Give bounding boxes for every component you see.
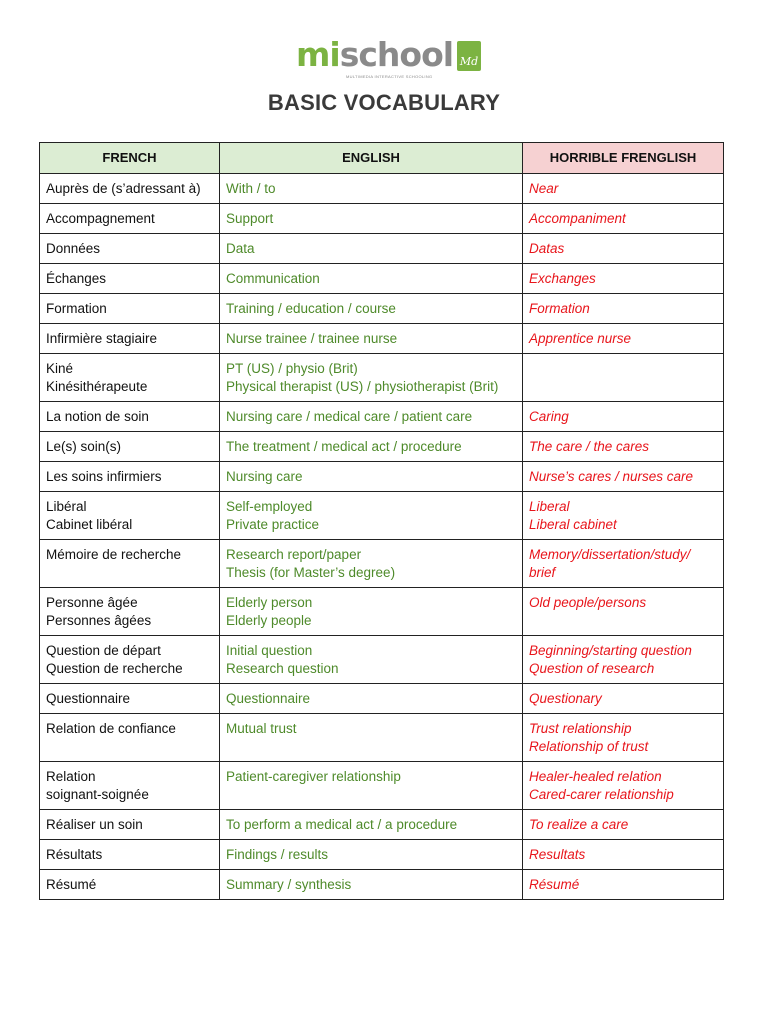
brand-logo bbox=[296, 36, 481, 76]
cell-line: La notion de soin bbox=[46, 409, 149, 424]
cell-line: With / to bbox=[226, 181, 276, 196]
cell-line: Elderly people bbox=[226, 613, 312, 628]
table-row bbox=[40, 462, 724, 492]
frenglish-cell bbox=[523, 714, 724, 762]
cell-line: Personne âgée bbox=[46, 595, 138, 610]
english-cell bbox=[220, 870, 523, 900]
table-row bbox=[40, 636, 724, 684]
table-row bbox=[40, 294, 724, 324]
cell-line: The care / the cares bbox=[529, 439, 650, 454]
frenglish-cell bbox=[523, 810, 724, 840]
table-row bbox=[40, 174, 724, 204]
cell-line: To realize a care bbox=[529, 817, 629, 832]
cell-line: Liberal cabinet bbox=[529, 517, 617, 532]
page-title: BASIC VOCABULARY bbox=[267, 90, 501, 115]
french-cell bbox=[40, 870, 220, 900]
french-cell bbox=[40, 432, 220, 462]
cell-line: Nurse’s cares / nurses care bbox=[529, 469, 694, 484]
french-cell bbox=[40, 636, 220, 684]
english-cell bbox=[220, 324, 523, 354]
frenglish-cell bbox=[523, 294, 724, 324]
cell-line: Libéral bbox=[46, 499, 87, 514]
frenglish-cell bbox=[523, 204, 724, 234]
english-cell bbox=[220, 204, 523, 234]
cell-line: Patient-caregiver relationship bbox=[226, 769, 401, 784]
frenglish-cell bbox=[523, 174, 724, 204]
frenglish-cell bbox=[523, 462, 724, 492]
table-row bbox=[40, 762, 724, 810]
english-cell bbox=[220, 432, 523, 462]
cell-line: Le(s) soin(s) bbox=[46, 439, 122, 454]
french-cell bbox=[40, 204, 220, 234]
cell-line: Caring bbox=[529, 409, 569, 424]
table-row bbox=[40, 264, 724, 294]
english-cell bbox=[220, 636, 523, 684]
cell-line: Cared-carer relationship bbox=[529, 787, 674, 802]
header-french: FRENCH bbox=[40, 143, 220, 174]
frenglish-cell bbox=[523, 870, 724, 900]
cell-line: Data bbox=[226, 241, 255, 256]
table-row bbox=[40, 324, 724, 354]
cell-line: Private practice bbox=[226, 517, 320, 532]
cell-line: Question of research bbox=[529, 661, 655, 676]
cell-line: Données bbox=[46, 241, 101, 256]
brand-wordmark: mischool bbox=[296, 35, 454, 74]
cell-line: Research question bbox=[226, 661, 339, 676]
cell-line: Mutual trust bbox=[226, 721, 297, 736]
cell-line: Les soins infirmiers bbox=[46, 469, 162, 484]
table-row bbox=[40, 492, 724, 540]
table-row bbox=[40, 588, 724, 636]
english-cell bbox=[220, 174, 523, 204]
table-row bbox=[40, 234, 724, 264]
cell-line: Auprès de (s’adressant à) bbox=[46, 181, 201, 196]
cell-line: Questionary bbox=[529, 691, 602, 706]
french-cell bbox=[40, 840, 220, 870]
french-cell bbox=[40, 588, 220, 636]
cell-line: Memory/dissertation/study/ brief bbox=[529, 547, 691, 580]
cell-line: Kiné bbox=[46, 361, 74, 376]
cell-line: Réaliser un soin bbox=[46, 817, 143, 832]
cell-line: Summary / synthesis bbox=[226, 877, 352, 892]
table-row bbox=[40, 354, 724, 402]
frenglish-cell bbox=[523, 684, 724, 714]
cell-line: Échanges bbox=[46, 271, 107, 286]
english-cell bbox=[220, 588, 523, 636]
french-cell bbox=[40, 324, 220, 354]
french-cell bbox=[40, 402, 220, 432]
cell-line: Infirmière stagiaire bbox=[46, 331, 158, 346]
french-cell bbox=[40, 714, 220, 762]
english-cell bbox=[220, 762, 523, 810]
french-cell bbox=[40, 684, 220, 714]
cell-line: Question de départ bbox=[46, 643, 161, 658]
cell-line: Questionnaire bbox=[226, 691, 311, 706]
english-cell bbox=[220, 840, 523, 870]
cell-line: Formation bbox=[529, 301, 590, 316]
cell-line: Relation bbox=[46, 769, 96, 784]
english-cell bbox=[220, 714, 523, 762]
cell-line: Liberal bbox=[529, 499, 570, 514]
cell-line: The treatment / medical act / procedure bbox=[226, 439, 462, 454]
table-row bbox=[40, 840, 724, 870]
table-row bbox=[40, 810, 724, 840]
table-row bbox=[40, 540, 724, 588]
cell-line: Exchanges bbox=[529, 271, 596, 286]
french-cell bbox=[40, 294, 220, 324]
cell-line: Trust relationship bbox=[529, 721, 632, 736]
cell-line: Healer-healed relation bbox=[529, 769, 662, 784]
cell-line: Résultats bbox=[46, 847, 103, 862]
cell-line: Communication bbox=[226, 271, 320, 286]
french-cell bbox=[40, 234, 220, 264]
cell-line: To perform a medical act / a procedure bbox=[226, 817, 458, 832]
cell-line: Formation bbox=[46, 301, 107, 316]
cell-line: Self-employed bbox=[226, 499, 313, 514]
cell-line: Research report/paper bbox=[226, 547, 362, 562]
cell-line: Nursing care / medical care / patient care bbox=[226, 409, 473, 424]
cell-line: PT (US) / physio (Brit) bbox=[226, 361, 358, 376]
brand-badge-icon: Md bbox=[457, 41, 481, 71]
cell-line: Accompaniment bbox=[529, 211, 626, 226]
english-cell bbox=[220, 684, 523, 714]
frenglish-cell bbox=[523, 324, 724, 354]
frenglish-cell bbox=[523, 588, 724, 636]
cell-line: soignant-soignée bbox=[46, 787, 149, 802]
cell-line: Personnes âgées bbox=[46, 613, 152, 628]
table-row bbox=[40, 870, 724, 900]
frenglish-cell bbox=[523, 762, 724, 810]
frenglish-cell bbox=[523, 432, 724, 462]
cell-line: Nurse trainee / trainee nurse bbox=[226, 331, 398, 346]
english-cell bbox=[220, 264, 523, 294]
cell-line: Training / education / course bbox=[226, 301, 396, 316]
cell-line: Resultats bbox=[529, 847, 586, 862]
frenglish-cell bbox=[523, 492, 724, 540]
cell-line: Beginning/starting question bbox=[529, 643, 692, 658]
french-cell bbox=[40, 810, 220, 840]
english-cell bbox=[220, 492, 523, 540]
cell-line: Questionnaire bbox=[46, 691, 131, 706]
table-row bbox=[40, 684, 724, 714]
frenglish-cell bbox=[523, 264, 724, 294]
cell-line: Findings / results bbox=[226, 847, 329, 862]
cell-line: Thesis (for Master’s degree) bbox=[226, 565, 396, 580]
french-cell bbox=[40, 540, 220, 588]
cell-line: Support bbox=[226, 211, 274, 226]
french-cell bbox=[40, 354, 220, 402]
table-row bbox=[40, 402, 724, 432]
cell-line: Old people/persons bbox=[529, 595, 647, 610]
frenglish-cell bbox=[523, 840, 724, 870]
cell-line: Mémoire de recherche bbox=[46, 547, 182, 562]
french-cell bbox=[40, 492, 220, 540]
english-cell bbox=[220, 354, 523, 402]
brand-tagline: MULTIMEDIA INTERACTIVE SCHOOLING bbox=[346, 74, 433, 79]
frenglish-cell bbox=[523, 402, 724, 432]
cell-line: Initial question bbox=[226, 643, 313, 658]
cell-line: Apprentice nurse bbox=[529, 331, 632, 346]
cell-line: Near bbox=[529, 181, 559, 196]
cell-line: Nursing care bbox=[226, 469, 303, 484]
table-row bbox=[40, 432, 724, 462]
frenglish-cell bbox=[523, 636, 724, 684]
cell-line: Kinésithérapeute bbox=[46, 379, 148, 394]
table-header-row bbox=[40, 143, 724, 174]
cell-line: Cabinet libéral bbox=[46, 517, 133, 532]
english-cell bbox=[220, 462, 523, 492]
french-cell bbox=[40, 174, 220, 204]
cell-line: Accompagnement bbox=[46, 211, 155, 226]
vocabulary-rows bbox=[40, 174, 724, 900]
cell-line: Relationship of trust bbox=[529, 739, 649, 754]
vocabulary-table bbox=[39, 142, 724, 900]
cell-line: Résumé bbox=[529, 877, 580, 892]
header-english: ENGLISH bbox=[220, 143, 523, 174]
french-cell bbox=[40, 462, 220, 492]
cell-line: Relation de confiance bbox=[46, 721, 176, 736]
french-cell bbox=[40, 264, 220, 294]
cell-line: Question de recherche bbox=[46, 661, 183, 676]
english-cell bbox=[220, 402, 523, 432]
english-cell bbox=[220, 294, 523, 324]
english-cell bbox=[220, 234, 523, 264]
frenglish-cell bbox=[523, 234, 724, 264]
french-cell bbox=[40, 762, 220, 810]
header-frenglish: HORRIBLE FRENGLISH bbox=[523, 143, 724, 174]
english-cell bbox=[220, 810, 523, 840]
cell-line: Physical therapist (US) / physiotherapist (Brit) bbox=[226, 379, 499, 394]
cell-line: Datas bbox=[529, 241, 565, 256]
frenglish-cell bbox=[523, 354, 724, 402]
english-cell bbox=[220, 540, 523, 588]
frenglish-cell bbox=[523, 540, 724, 588]
table-row bbox=[40, 714, 724, 762]
cell-line: Résumé bbox=[46, 877, 97, 892]
table-row bbox=[40, 204, 724, 234]
cell-line: Elderly person bbox=[226, 595, 313, 610]
